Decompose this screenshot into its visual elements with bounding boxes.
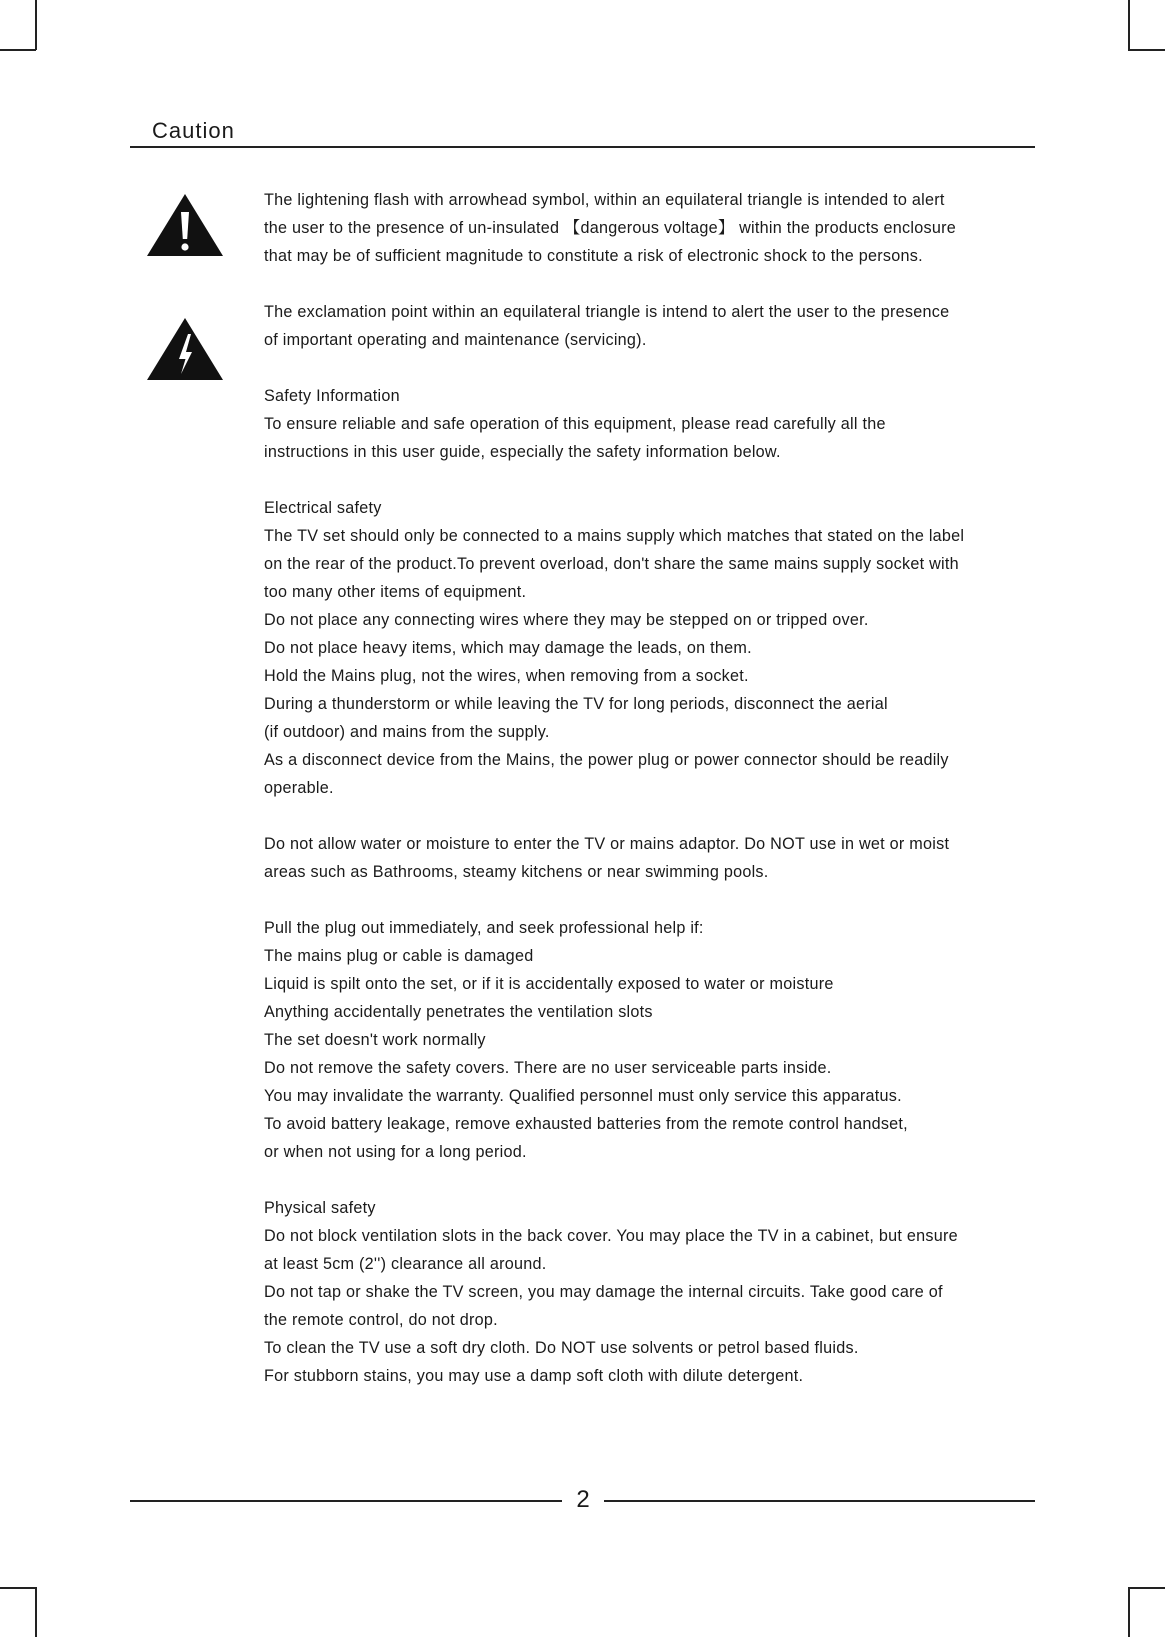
text-line: (if outdoor) and mains from the supply. [264,723,550,741]
text-line: Anything accidentally penetrates the ventilation slots [264,1003,653,1021]
text-line: Pull the plug out immediately, and seek professional help if: [264,919,704,937]
text-line: the user to the presence of un-insulated 【dangerous voltage】 within the products enclosure [264,219,956,237]
text-line: Hold the Mains plug, not the wires, when removing from a socket. [264,667,749,685]
text-line: During a thunderstorm or while leaving the TV for long periods, disconnect the aerial [264,695,888,713]
text-line: To ensure reliable and safe operation of this equipment, please read carefully all the [264,415,886,433]
text-line: too many other items of equipment. [264,583,527,601]
crop-mark-top-left-v [35,0,37,50]
text-line: The TV set should only be connected to a mains supply which matches that stated on the label [264,527,965,545]
text-line: areas such as Bathrooms, steamy kitchens or near swimming pools. [264,863,769,881]
caution-body [264,186,1024,1390]
crop-mark-bottom-right-h [1128,1587,1165,1589]
crop-mark-top-right-h [1128,49,1165,51]
crop-mark-bottom-right-v [1128,1587,1130,1637]
text-line: of important operating and maintenance (servicing). [264,331,647,349]
lightning-triangle-icon [145,316,225,382]
footer-rule-right [604,1500,1035,1502]
page-number: 2 [576,1486,590,1513]
exclamation-triangle-icon [145,192,225,258]
text-line: on the rear of the product.To prevent overload, don't share the same mains supply socket with [264,555,959,573]
section-safety-information [264,382,1024,466]
text-line: You may invalidate the warranty. Qualified personnel must only service this apparatus. [264,1087,902,1105]
paragraph-pull-plug [264,914,1024,1166]
paragraph-lightning-symbol [264,186,1024,270]
crop-mark-bottom-left-h [0,1587,36,1589]
text-line: Do not allow water or moisture to enter the TV or mains adaptor. Do NOT use in wet or moist [264,835,950,853]
crop-mark-bottom-left-v [35,1587,37,1637]
text-line: or when not using for a long period. [264,1143,527,1161]
paragraph-exclamation-symbol [264,298,1024,354]
text-line: To clean the TV use a soft dry cloth. Do NOT use solvents or petrol based fluids. [264,1339,859,1357]
section-electrical-safety [264,494,1024,802]
text-line: To avoid battery leakage, remove exhausted batteries from the remote control handset, [264,1115,908,1133]
text-line: The set doesn't work normally [264,1031,486,1049]
text-line: The exclamation point within an equilateral triangle is intend to alert the user to the presence [264,303,950,321]
title-divider [130,146,1035,148]
text-line: The mains plug or cable is damaged [264,947,534,965]
section-physical-safety [264,1194,1024,1390]
crop-mark-top-left-h [0,49,36,51]
text-line: For stubborn stains, you may use a damp soft cloth with dilute detergent. [264,1367,804,1385]
page-title: Caution [152,118,235,143]
text-line: Do not remove the safety covers. There are no user serviceable parts inside. [264,1059,832,1077]
paragraph-moisture [264,830,1024,886]
text-line: Do not block ventilation slots in the back cover. You may place the TV in a cabinet, but ensure [264,1227,958,1245]
text-line: Liquid is spilt onto the set, or if it is accidentally exposed to water or moisture [264,975,834,993]
section-heading: Physical safety [264,1199,376,1217]
text-line: Do not place any connecting wires where they may be stepped on or tripped over. [264,611,869,629]
text-line: The lightening flash with arrowhead symbol, within an equilateral triangle is intended to alert [264,191,945,209]
text-line: As a disconnect device from the Mains, the power plug or power connector should be readily [264,751,949,769]
footer-rule-left [130,1500,562,1502]
text-line: Do not tap or shake the TV screen, you may damage the internal circuits. Take good care of [264,1283,943,1301]
section-heading: Electrical safety [264,499,382,517]
text-line: that may be of sufficient magnitude to constitute a risk of electronic shock to the persons. [264,247,923,265]
text-line: operable. [264,779,334,797]
section-heading: Safety Information [264,387,400,405]
text-line: Do not place heavy items, which may damage the leads, on them. [264,639,752,657]
text-line: at least 5cm (2'') clearance all around. [264,1255,547,1273]
text-line: instructions in this user guide, especially the safety information below. [264,443,781,461]
text-line: the remote control, do not drop. [264,1311,498,1329]
crop-mark-top-right-v [1128,0,1130,50]
